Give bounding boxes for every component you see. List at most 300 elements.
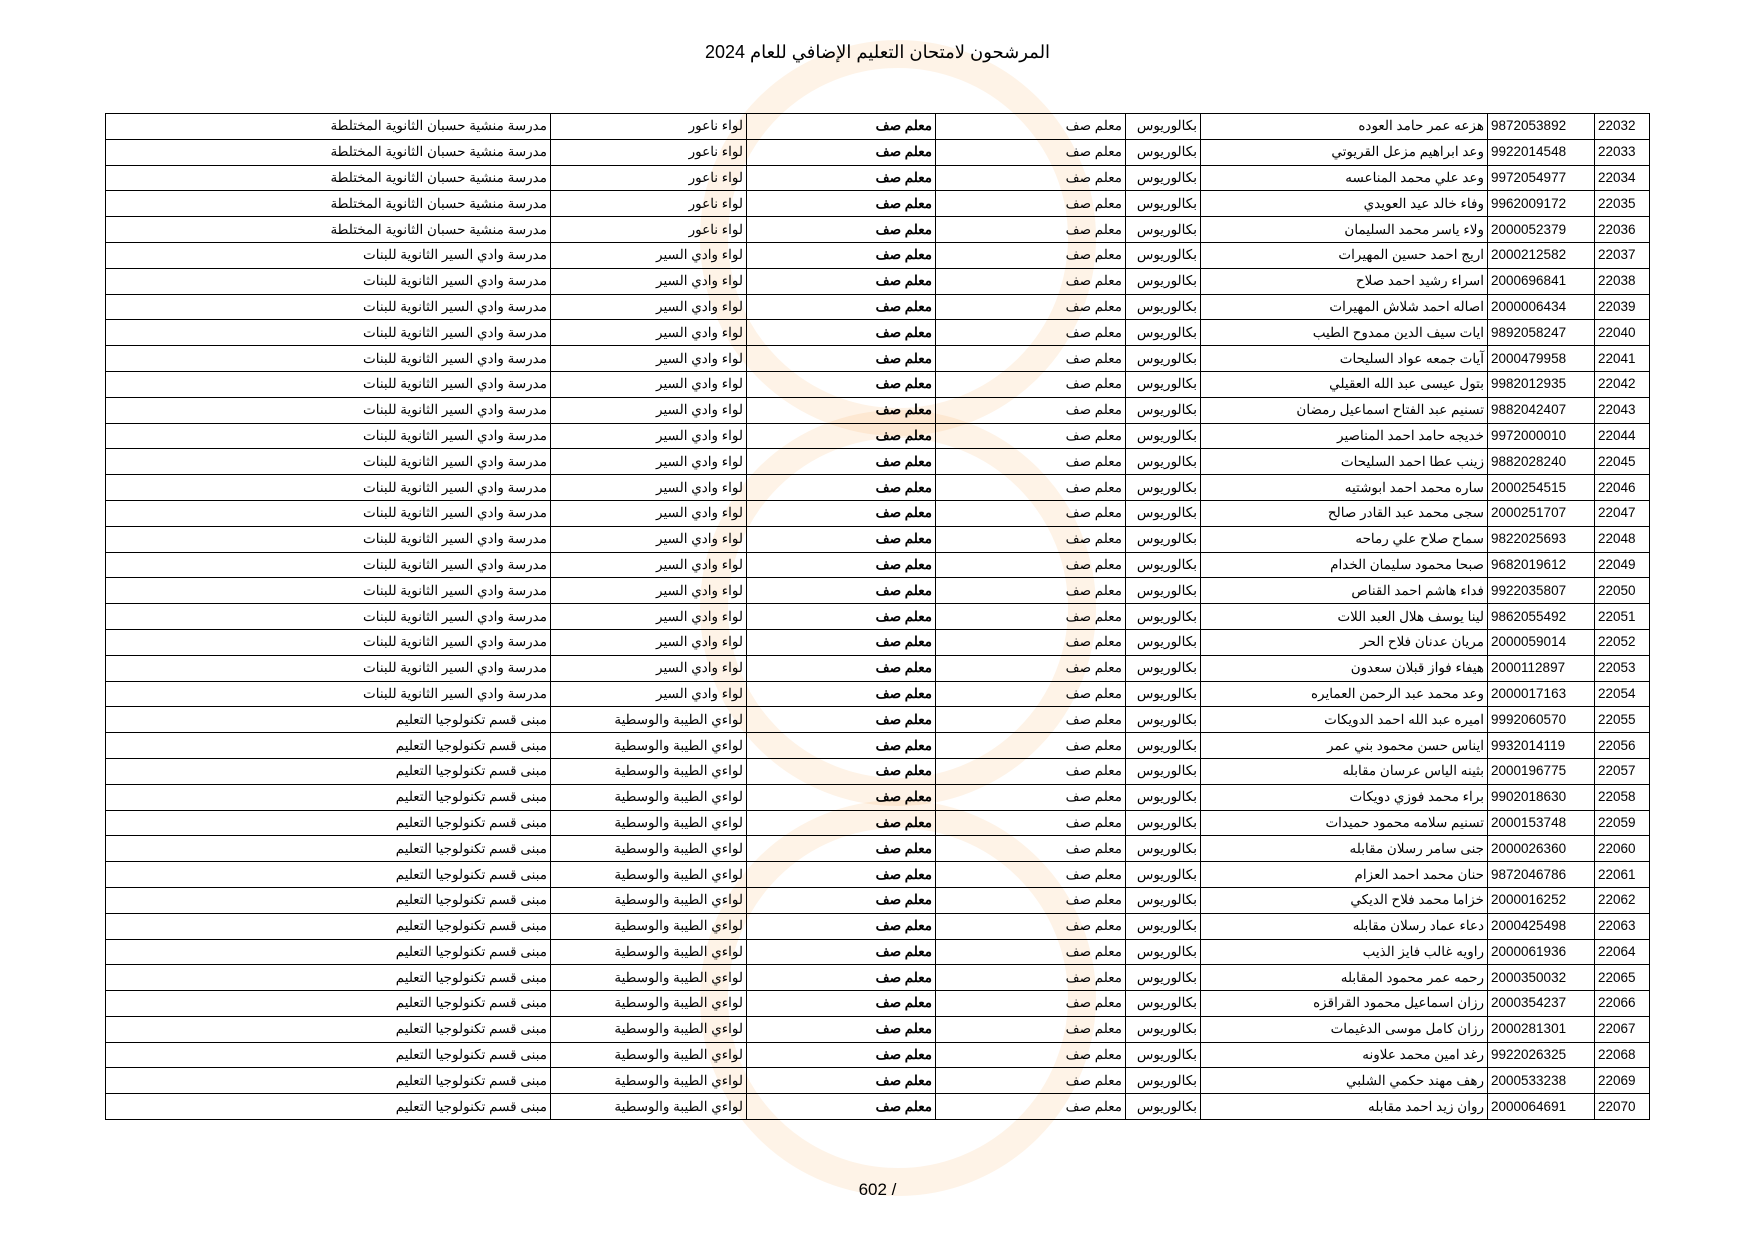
district-cell: لواء ناعور: [551, 139, 747, 165]
degree-cell: بكالوريوس: [1126, 578, 1201, 604]
degree-cell: بكالوريوس: [1126, 655, 1201, 681]
exam-center-cell: مبنى قسم تكنولوجيا التعليم: [106, 939, 551, 965]
specialization-cell: معلم صف: [936, 836, 1126, 862]
candidate-name-cell: تسنيم عبد الفتاح اسماعيل رمضان: [1201, 397, 1488, 423]
table-row: [106, 604, 1650, 630]
seat-number-cell: 22060: [1595, 836, 1650, 862]
exam-center-cell: مدرسة وادي السير الثانوية للبنات: [106, 371, 551, 397]
seat-number-cell: 22063: [1595, 913, 1650, 939]
candidate-name-cell: رهف مهند حكمي الشلبي: [1201, 1068, 1488, 1094]
exam-center-cell: مدرسة وادي السير الثانوية للبنات: [106, 552, 551, 578]
candidate-name-cell: اريج احمد حسين المهيرات: [1201, 242, 1488, 268]
degree-cell: بكالوريوس: [1126, 965, 1201, 991]
specialization-cell: معلم صف: [936, 449, 1126, 475]
district-cell: لواء وادي السير: [551, 268, 747, 294]
candidate-name-cell: جنى سامر رسلان مقابله: [1201, 836, 1488, 862]
seat-number-cell: 22068: [1595, 1042, 1650, 1068]
degree-cell: بكالوريوس: [1126, 991, 1201, 1017]
candidate-name-cell: اصاله احمد شلاش المهيرات: [1201, 294, 1488, 320]
table-row: [106, 862, 1650, 888]
seat-number-cell: 22059: [1595, 810, 1650, 836]
exam-center-cell: مبنى قسم تكنولوجيا التعليم: [106, 1094, 551, 1120]
table-row: [106, 939, 1650, 965]
candidate-name-cell: سجى محمد عبد القادر صالح: [1201, 500, 1488, 526]
national-id-cell: 2000354237: [1488, 991, 1595, 1017]
candidate-name-cell: بثينه الياس عرسان مقابله: [1201, 758, 1488, 784]
national-id-cell: 2000017163: [1488, 681, 1595, 707]
national-id-cell: 2000479958: [1488, 346, 1595, 372]
exam-subject-cell: معلم صف: [747, 604, 936, 630]
table-row: [106, 500, 1650, 526]
exam-subject-cell: معلم صف: [747, 371, 936, 397]
specialization-cell: معلم صف: [936, 191, 1126, 217]
specialization-cell: معلم صف: [936, 139, 1126, 165]
district-cell: لواءي الطيبة والوسطية: [551, 1094, 747, 1120]
district-cell: لواء وادي السير: [551, 629, 747, 655]
degree-cell: بكالوريوس: [1126, 552, 1201, 578]
specialization-cell: معلم صف: [936, 397, 1126, 423]
district-cell: لواءي الطيبة والوسطية: [551, 965, 747, 991]
district-cell: لواء ناعور: [551, 191, 747, 217]
candidate-name-cell: بتول عيسى عبد الله العقيلي: [1201, 371, 1488, 397]
district-cell: لواءي الطيبة والوسطية: [551, 1016, 747, 1042]
national-id-cell: 2000281301: [1488, 1016, 1595, 1042]
candidate-name-cell: فداء هاشم احمد القناص: [1201, 578, 1488, 604]
degree-cell: بكالوريوس: [1126, 862, 1201, 888]
seat-number-cell: 22044: [1595, 423, 1650, 449]
exam-subject-cell: معلم صف: [747, 165, 936, 191]
table-row: [106, 681, 1650, 707]
specialization-cell: معلم صف: [936, 604, 1126, 630]
national-id-cell: 2000052379: [1488, 217, 1595, 243]
exam-subject-cell: معلم صف: [747, 887, 936, 913]
seat-number-cell: 22041: [1595, 346, 1650, 372]
exam-center-cell: مدرسة وادي السير الثانوية للبنات: [106, 268, 551, 294]
candidate-name-cell: رزان اسماعيل محمود القراقزه: [1201, 991, 1488, 1017]
candidate-name-cell: اميره عبد الله احمد الدويكات: [1201, 707, 1488, 733]
degree-cell: بكالوريوس: [1126, 139, 1201, 165]
exam-subject-cell: معلم صف: [747, 681, 936, 707]
candidate-name-cell: خزاما محمد فلاح الديكي: [1201, 887, 1488, 913]
degree-cell: بكالوريوس: [1126, 733, 1201, 759]
national-id-cell: 9972054977: [1488, 165, 1595, 191]
candidate-name-cell: ايناس حسن محمود بني عمر: [1201, 733, 1488, 759]
national-id-cell: 9872046786: [1488, 862, 1595, 888]
specialization-cell: معلم صف: [936, 294, 1126, 320]
specialization-cell: معلم صف: [936, 114, 1126, 140]
table-row: [106, 655, 1650, 681]
candidate-name-cell: تسنيم سلامه محمود حميدات: [1201, 810, 1488, 836]
specialization-cell: معلم صف: [936, 242, 1126, 268]
table-row: [106, 139, 1650, 165]
seat-number-cell: 22045: [1595, 449, 1650, 475]
page-number: 602 /: [858, 1180, 897, 1199]
district-cell: لواءي الطيبة والوسطية: [551, 733, 747, 759]
national-id-cell: 2000254515: [1488, 475, 1595, 501]
seat-number-cell: 22050: [1595, 578, 1650, 604]
district-cell: لواء وادي السير: [551, 346, 747, 372]
table-row: [106, 268, 1650, 294]
exam-subject-cell: معلم صف: [747, 629, 936, 655]
specialization-cell: معلم صف: [936, 681, 1126, 707]
table-row: [106, 810, 1650, 836]
candidate-name-cell: رزان كامل موسى الدغيمات: [1201, 1016, 1488, 1042]
table-row: [106, 114, 1650, 140]
candidate-name-cell: صبحا محمود سليمان الخدام: [1201, 552, 1488, 578]
degree-cell: بكالوريوس: [1126, 707, 1201, 733]
seat-number-cell: 22034: [1595, 165, 1650, 191]
national-id-cell: 9922014548: [1488, 139, 1595, 165]
exam-center-cell: مدرسة وادي السير الثانوية للبنات: [106, 681, 551, 707]
specialization-cell: معلم صف: [936, 552, 1126, 578]
district-cell: لواء وادي السير: [551, 500, 747, 526]
exam-center-cell: مدرسة منشية حسبان الثانوية المختلطة: [106, 217, 551, 243]
table-row: [106, 397, 1650, 423]
degree-cell: بكالوريوس: [1126, 165, 1201, 191]
national-id-cell: 9902018630: [1488, 784, 1595, 810]
table-row: [106, 294, 1650, 320]
degree-cell: بكالوريوس: [1126, 1016, 1201, 1042]
seat-number-cell: 22070: [1595, 1094, 1650, 1120]
exam-subject-cell: معلم صف: [747, 733, 936, 759]
seat-number-cell: 22048: [1595, 526, 1650, 552]
degree-cell: بكالوريوس: [1126, 500, 1201, 526]
district-cell: لواءي الطيبة والوسطية: [551, 991, 747, 1017]
national-id-cell: 9962009172: [1488, 191, 1595, 217]
specialization-cell: معلم صف: [936, 578, 1126, 604]
national-id-cell: 2000153748: [1488, 810, 1595, 836]
seat-number-cell: 22046: [1595, 475, 1650, 501]
district-cell: لواء وادي السير: [551, 423, 747, 449]
degree-cell: بكالوريوس: [1126, 629, 1201, 655]
exam-center-cell: مدرسة وادي السير الثانوية للبنات: [106, 449, 551, 475]
exam-center-cell: مدرسة منشية حسبان الثانوية المختلطة: [106, 165, 551, 191]
exam-subject-cell: معلم صف: [747, 991, 936, 1017]
exam-subject-cell: معلم صف: [747, 1094, 936, 1120]
exam-center-cell: مبنى قسم تكنولوجيا التعليم: [106, 887, 551, 913]
candidate-name-cell: زينب عطا احمد السليحات: [1201, 449, 1488, 475]
candidate-name-cell: راويه غالب فايز الذيب: [1201, 939, 1488, 965]
national-id-cell: 2000212582: [1488, 242, 1595, 268]
table-row: [106, 449, 1650, 475]
table-row: [106, 1016, 1650, 1042]
candidate-name-cell: اسراء رشيد احمد صلاح: [1201, 268, 1488, 294]
candidate-name-cell: رحمه عمر محمود المقابله: [1201, 965, 1488, 991]
specialization-cell: معلم صف: [936, 655, 1126, 681]
national-id-cell: 2000112897: [1488, 655, 1595, 681]
table-row: [106, 1094, 1650, 1120]
exam-subject-cell: معلم صف: [747, 552, 936, 578]
exam-center-cell: مدرسة وادي السير الثانوية للبنات: [106, 604, 551, 630]
exam-subject-cell: معلم صف: [747, 913, 936, 939]
candidate-name-cell: براء محمد فوزي دويكات: [1201, 784, 1488, 810]
national-id-cell: 9982012935: [1488, 371, 1595, 397]
degree-cell: بكالوريوس: [1126, 604, 1201, 630]
national-id-cell: 2000196775: [1488, 758, 1595, 784]
page-title: المرشحون لامتحان التعليم الإضافي للعام 2024: [704, 42, 1051, 62]
seat-number-cell: 22042: [1595, 371, 1650, 397]
table-row: [106, 346, 1650, 372]
specialization-cell: معلم صف: [936, 1042, 1126, 1068]
district-cell: لواءي الطيبة والوسطية: [551, 913, 747, 939]
exam-center-cell: مدرسة وادي السير الثانوية للبنات: [106, 655, 551, 681]
exam-subject-cell: معلم صف: [747, 758, 936, 784]
national-id-cell: 2000059014: [1488, 629, 1595, 655]
specialization-cell: معلم صف: [936, 475, 1126, 501]
table-row: [106, 191, 1650, 217]
table-row: [106, 371, 1650, 397]
exam-center-cell: مدرسة وادي السير الثانوية للبنات: [106, 475, 551, 501]
exam-subject-cell: معلم صف: [747, 862, 936, 888]
specialization-cell: معلم صف: [936, 165, 1126, 191]
degree-cell: بكالوريوس: [1126, 810, 1201, 836]
exam-center-cell: مدرسة وادي السير الثانوية للبنات: [106, 629, 551, 655]
seat-number-cell: 22054: [1595, 681, 1650, 707]
table-row: [106, 242, 1650, 268]
table-row: [106, 836, 1650, 862]
seat-number-cell: 22065: [1595, 965, 1650, 991]
seat-number-cell: 22057: [1595, 758, 1650, 784]
candidate-name-cell: ولاء ياسر محمد السليمان: [1201, 217, 1488, 243]
district-cell: لواء وادي السير: [551, 242, 747, 268]
candidate-name-cell: ايات سيف الدين ممدوح الطيب: [1201, 320, 1488, 346]
exam-center-cell: مدرسة منشية حسبان الثانوية المختلطة: [106, 114, 551, 140]
seat-number-cell: 22035: [1595, 191, 1650, 217]
degree-cell: بكالوريوس: [1126, 242, 1201, 268]
specialization-cell: معلم صف: [936, 965, 1126, 991]
table-row: [106, 784, 1650, 810]
degree-cell: بكالوريوس: [1126, 836, 1201, 862]
seat-number-cell: 22062: [1595, 887, 1650, 913]
district-cell: لواءي الطيبة والوسطية: [551, 1042, 747, 1068]
exam-center-cell: مدرسة وادي السير الثانوية للبنات: [106, 500, 551, 526]
exam-subject-cell: معلم صف: [747, 578, 936, 604]
district-cell: لواء وادي السير: [551, 449, 747, 475]
table-row: [106, 758, 1650, 784]
district-cell: لواءي الطيبة والوسطية: [551, 758, 747, 784]
exam-center-cell: مدرسة وادي السير الثانوية للبنات: [106, 294, 551, 320]
exam-center-cell: مدرسة منشية حسبان الثانوية المختلطة: [106, 139, 551, 165]
candidate-name-cell: رغد امين محمد علاونه: [1201, 1042, 1488, 1068]
district-cell: لواء وادي السير: [551, 320, 747, 346]
national-id-cell: 2000061936: [1488, 939, 1595, 965]
exam-center-cell: مدرسة وادي السير الثانوية للبنات: [106, 346, 551, 372]
degree-cell: بكالوريوس: [1126, 526, 1201, 552]
national-id-cell: 9922026325: [1488, 1042, 1595, 1068]
candidate-name-cell: ساره محمد احمد ابوشتيه: [1201, 475, 1488, 501]
degree-cell: بكالوريوس: [1126, 681, 1201, 707]
seat-number-cell: 22067: [1595, 1016, 1650, 1042]
exam-subject-cell: معلم صف: [747, 475, 936, 501]
degree-cell: بكالوريوس: [1126, 475, 1201, 501]
national-id-cell: 9682019612: [1488, 552, 1595, 578]
national-id-cell: 2000251707: [1488, 500, 1595, 526]
district-cell: لواء وادي السير: [551, 655, 747, 681]
candidate-name-cell: حنان محمد احمد العزام: [1201, 862, 1488, 888]
candidate-name-cell: هيفاء فواز قبلان سعدون: [1201, 655, 1488, 681]
exam-center-cell: مبنى قسم تكنولوجيا التعليم: [106, 1016, 551, 1042]
table-row: [106, 552, 1650, 578]
exam-center-cell: مدرسة وادي السير الثانوية للبنات: [106, 578, 551, 604]
seat-number-cell: 22047: [1595, 500, 1650, 526]
exam-center-cell: مدرسة منشية حسبان الثانوية المختلطة: [106, 191, 551, 217]
district-cell: لواء ناعور: [551, 217, 747, 243]
degree-cell: بكالوريوس: [1126, 371, 1201, 397]
seat-number-cell: 22038: [1595, 268, 1650, 294]
national-id-cell: 2000064691: [1488, 1094, 1595, 1120]
district-cell: لواء وادي السير: [551, 681, 747, 707]
exam-subject-cell: معلم صف: [747, 449, 936, 475]
degree-cell: بكالوريوس: [1126, 939, 1201, 965]
national-id-cell: 9862055492: [1488, 604, 1595, 630]
exam-subject-cell: معلم صف: [747, 217, 936, 243]
district-cell: لواءي الطيبة والوسطية: [551, 887, 747, 913]
exam-center-cell: مدرسة وادي السير الثانوية للبنات: [106, 242, 551, 268]
exam-center-cell: مبنى قسم تكنولوجيا التعليم: [106, 784, 551, 810]
candidate-name-cell: وفاء خالد عيد العويدي: [1201, 191, 1488, 217]
degree-cell: بكالوريوس: [1126, 913, 1201, 939]
table-row: [106, 887, 1650, 913]
district-cell: لواء وادي السير: [551, 294, 747, 320]
seat-number-cell: 22055: [1595, 707, 1650, 733]
degree-cell: بكالوريوس: [1126, 1094, 1201, 1120]
exam-center-cell: مدرسة وادي السير الثانوية للبنات: [106, 397, 551, 423]
degree-cell: بكالوريوس: [1126, 294, 1201, 320]
national-id-cell: 2000350032: [1488, 965, 1595, 991]
specialization-cell: معلم صف: [936, 913, 1126, 939]
district-cell: لواء وادي السير: [551, 475, 747, 501]
exam-center-cell: مبنى قسم تكنولوجيا التعليم: [106, 707, 551, 733]
national-id-cell: 9992060570: [1488, 707, 1595, 733]
district-cell: لواءي الطيبة والوسطية: [551, 810, 747, 836]
specialization-cell: معلم صف: [936, 500, 1126, 526]
specialization-cell: معلم صف: [936, 1094, 1126, 1120]
table-row: [106, 475, 1650, 501]
national-id-cell: 9892058247: [1488, 320, 1595, 346]
degree-cell: بكالوريوس: [1126, 320, 1201, 346]
specialization-cell: معلم صف: [936, 629, 1126, 655]
degree-cell: بكالوريوس: [1126, 758, 1201, 784]
table-row: [106, 423, 1650, 449]
seat-number-cell: 22052: [1595, 629, 1650, 655]
specialization-cell: معلم صف: [936, 810, 1126, 836]
table-row: [106, 165, 1650, 191]
exam-center-cell: مبنى قسم تكنولوجيا التعليم: [106, 965, 551, 991]
exam-center-cell: مدرسة وادي السير الثانوية للبنات: [106, 423, 551, 449]
seat-number-cell: 22061: [1595, 862, 1650, 888]
seat-number-cell: 22043: [1595, 397, 1650, 423]
exam-subject-cell: معلم صف: [747, 526, 936, 552]
exam-subject-cell: معلم صف: [747, 268, 936, 294]
degree-cell: بكالوريوس: [1126, 114, 1201, 140]
seat-number-cell: 22033: [1595, 139, 1650, 165]
seat-number-cell: 22051: [1595, 604, 1650, 630]
national-id-cell: 9882028240: [1488, 449, 1595, 475]
district-cell: لواء ناعور: [551, 165, 747, 191]
exam-center-cell: مبنى قسم تكنولوجيا التعليم: [106, 862, 551, 888]
degree-cell: بكالوريوس: [1126, 397, 1201, 423]
seat-number-cell: 22039: [1595, 294, 1650, 320]
national-id-cell: 9822025693: [1488, 526, 1595, 552]
degree-cell: بكالوريوس: [1126, 217, 1201, 243]
table-row: [106, 913, 1650, 939]
seat-number-cell: 22049: [1595, 552, 1650, 578]
table-row: [106, 320, 1650, 346]
candidate-name-cell: لينا يوسف هلال العبد اللات: [1201, 604, 1488, 630]
exam-center-cell: مبنى قسم تكنولوجيا التعليم: [106, 991, 551, 1017]
specialization-cell: معلم صف: [936, 707, 1126, 733]
degree-cell: بكالوريوس: [1126, 449, 1201, 475]
specialization-cell: معلم صف: [936, 887, 1126, 913]
table-row: [106, 991, 1650, 1017]
seat-number-cell: 22036: [1595, 217, 1650, 243]
specialization-cell: معلم صف: [936, 1016, 1126, 1042]
exam-subject-cell: معلم صف: [747, 655, 936, 681]
candidates-table: [105, 113, 1650, 1120]
seat-number-cell: 22037: [1595, 242, 1650, 268]
seat-number-cell: 22069: [1595, 1068, 1650, 1094]
district-cell: لواءي الطيبة والوسطية: [551, 1068, 747, 1094]
exam-subject-cell: معلم صف: [747, 965, 936, 991]
national-id-cell: 9882042407: [1488, 397, 1595, 423]
table-row: [106, 629, 1650, 655]
national-id-cell: 2000696841: [1488, 268, 1595, 294]
candidate-name-cell: وعد محمد عبد الرحمن العمايره: [1201, 681, 1488, 707]
exam-subject-cell: معلم صف: [747, 810, 936, 836]
district-cell: لواءي الطيبة والوسطية: [551, 784, 747, 810]
national-id-cell: 2000016252: [1488, 887, 1595, 913]
table-row: [106, 578, 1650, 604]
district-cell: لواء وادي السير: [551, 397, 747, 423]
candidate-name-cell: هزعه عمر حامد العوده: [1201, 114, 1488, 140]
degree-cell: بكالوريوس: [1126, 423, 1201, 449]
exam-subject-cell: معلم صف: [747, 500, 936, 526]
candidate-name-cell: مريان عدنان فلاح الحر: [1201, 629, 1488, 655]
exam-subject-cell: معلم صف: [747, 114, 936, 140]
exam-subject-cell: معلم صف: [747, 1016, 936, 1042]
national-id-cell: 9872053892: [1488, 114, 1595, 140]
degree-cell: بكالوريوس: [1126, 191, 1201, 217]
exam-center-cell: مدرسة وادي السير الثانوية للبنات: [106, 320, 551, 346]
exam-subject-cell: معلم صف: [747, 191, 936, 217]
candidate-name-cell: روان زيد احمد مقابله: [1201, 1094, 1488, 1120]
exam-center-cell: مبنى قسم تكنولوجيا التعليم: [106, 913, 551, 939]
district-cell: لواءي الطيبة والوسطية: [551, 836, 747, 862]
seat-number-cell: 22056: [1595, 733, 1650, 759]
exam-subject-cell: معلم صف: [747, 423, 936, 449]
exam-subject-cell: معلم صف: [747, 242, 936, 268]
table-row: [106, 1068, 1650, 1094]
candidate-name-cell: وعد علي محمد المناعسه: [1201, 165, 1488, 191]
exam-subject-cell: معلم صف: [747, 939, 936, 965]
exam-subject-cell: معلم صف: [747, 1042, 936, 1068]
specialization-cell: معلم صف: [936, 346, 1126, 372]
national-id-cell: 2000026360: [1488, 836, 1595, 862]
seat-number-cell: 22058: [1595, 784, 1650, 810]
seat-number-cell: 22066: [1595, 991, 1650, 1017]
specialization-cell: معلم صف: [936, 423, 1126, 449]
district-cell: لواءي الطيبة والوسطية: [551, 939, 747, 965]
specialization-cell: معلم صف: [936, 1068, 1126, 1094]
specialization-cell: معلم صف: [936, 371, 1126, 397]
exam-subject-cell: معلم صف: [747, 397, 936, 423]
district-cell: لواء وادي السير: [551, 526, 747, 552]
table-row: [106, 965, 1650, 991]
table-row: [106, 707, 1650, 733]
candidate-name-cell: وعد ابراهيم مزعل القريوتي: [1201, 139, 1488, 165]
national-id-cell: 9922035807: [1488, 578, 1595, 604]
national-id-cell: 9972000010: [1488, 423, 1595, 449]
